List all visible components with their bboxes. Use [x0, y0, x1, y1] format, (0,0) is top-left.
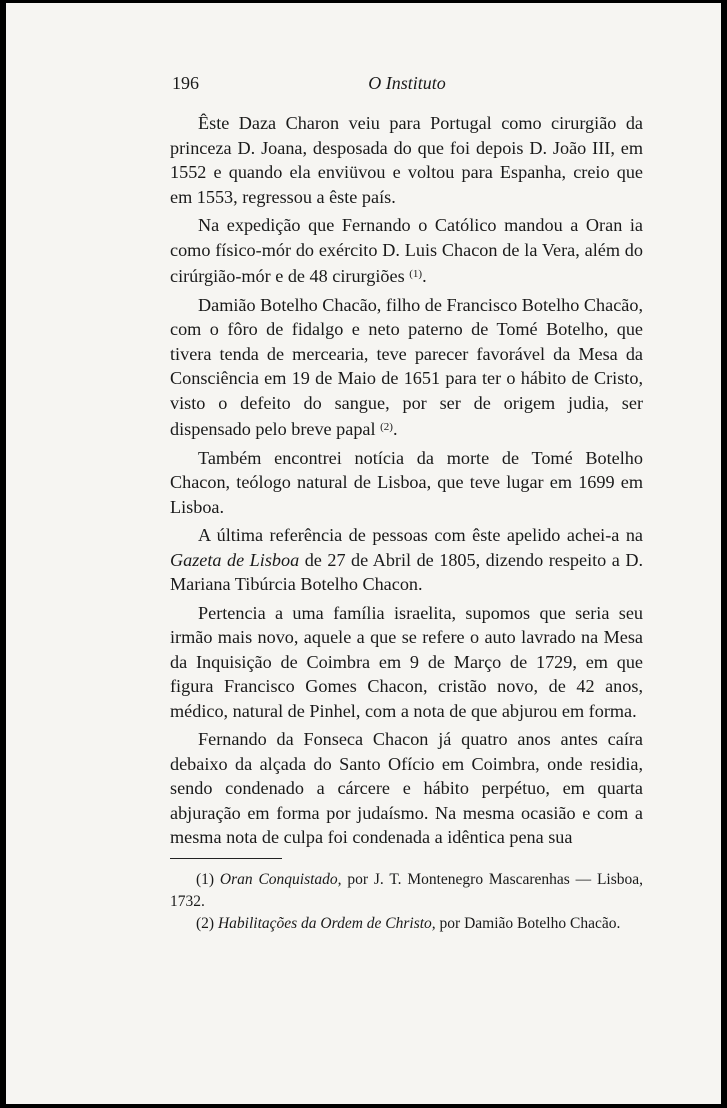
paragraph-4: Também encontrei notícia da morte de Tomé Botelho Chacon, teólogo natural de Lisboa, que teve lugar em 1699 em Lisboa. [170, 447, 643, 517]
newspaper-title: Gazeta de Lisboa [170, 549, 300, 570]
page-number: 196 [172, 73, 199, 93]
paragraph-2: Na expedição que Fernando o Católico mandou a Oran ia como físico-mór do exército D. Luis Chacon de la Vera, além do cirúrgião-mór e de 48 cirurgiões $^{(1)}$. [170, 215, 643, 286]
running-title: O Instituto [368, 73, 446, 93]
paragraph-6: Pertencia a uma família israelita, supomos que seria seu irmão mais novo, aquele a que se refere o auto lavrado na Mesa da Inquisição de Coimbra em 9 de Março de 1729, em que figura Francisco Gomes Chacon, cristão novo, de 42 anos, médico, natural de Pinhel, com a nota de que abjurou em forma. [170, 602, 643, 721]
paragraph-1: Êste Daza Charon veiu para Portugal como cirurgião da princeza D. Joana, desposada do que foi depois D. João III, em 1552 e quando ela enviüvou e voltou para Espanha, creio que em 1553, regressou a êste país. [170, 113, 643, 207]
paragraph-5: A última referência de pessoas com êste apelido achei-a na Gazeta de Lisboa de 27 de Abril de 1805, dizendo respeito a D. Mariana Tibúrcia Botelho Chacon. [170, 525, 644, 594]
book-page [6, 3, 721, 1104]
body-text [170, 111, 643, 854]
footnote-2: (2) Habilitações da Ordem de Christo, por Damião Botelho Chacão. [196, 915, 621, 932]
footnote-divider [170, 858, 282, 859]
footnote-1: (1) Oran Conquistado, por J. T. Montenegro Mascarenhas — Lisboa, 1732. [170, 871, 644, 910]
paragraph-7: Fernando da Fonseca Chacon já quatro anos antes caíra debaixo da alçada do Santo Ofício em Coimbra, onde residia, sendo condenado a cárcere e hábito perpétuo, em quarta abjuração em forma por judaísmo. Na mesma ocasião e com a mesma nota de culpa foi condenada a idêntica pena sua [170, 729, 643, 847]
paragraph-3: Damião Botelho Chacão, filho de Francisco Botelho Chacão, com o fôro de fidalgo e neto paterno de Tomé Botelho, que tivera tenda de mercearia, teve parecer favorável da Mesa da Consciência em 19 de Maio de 1651 para ter o hábito de Cristo, visto o defeito do sangue, por ser de origem judia, ser dispensado pelo breve papal $^{(2)}$. [170, 294, 643, 439]
footnote-ref-1: (1) [409, 268, 423, 280]
footnotes [170, 869, 643, 935]
footnote-ref-2: (2) [380, 421, 393, 433]
page-header [172, 73, 642, 97]
